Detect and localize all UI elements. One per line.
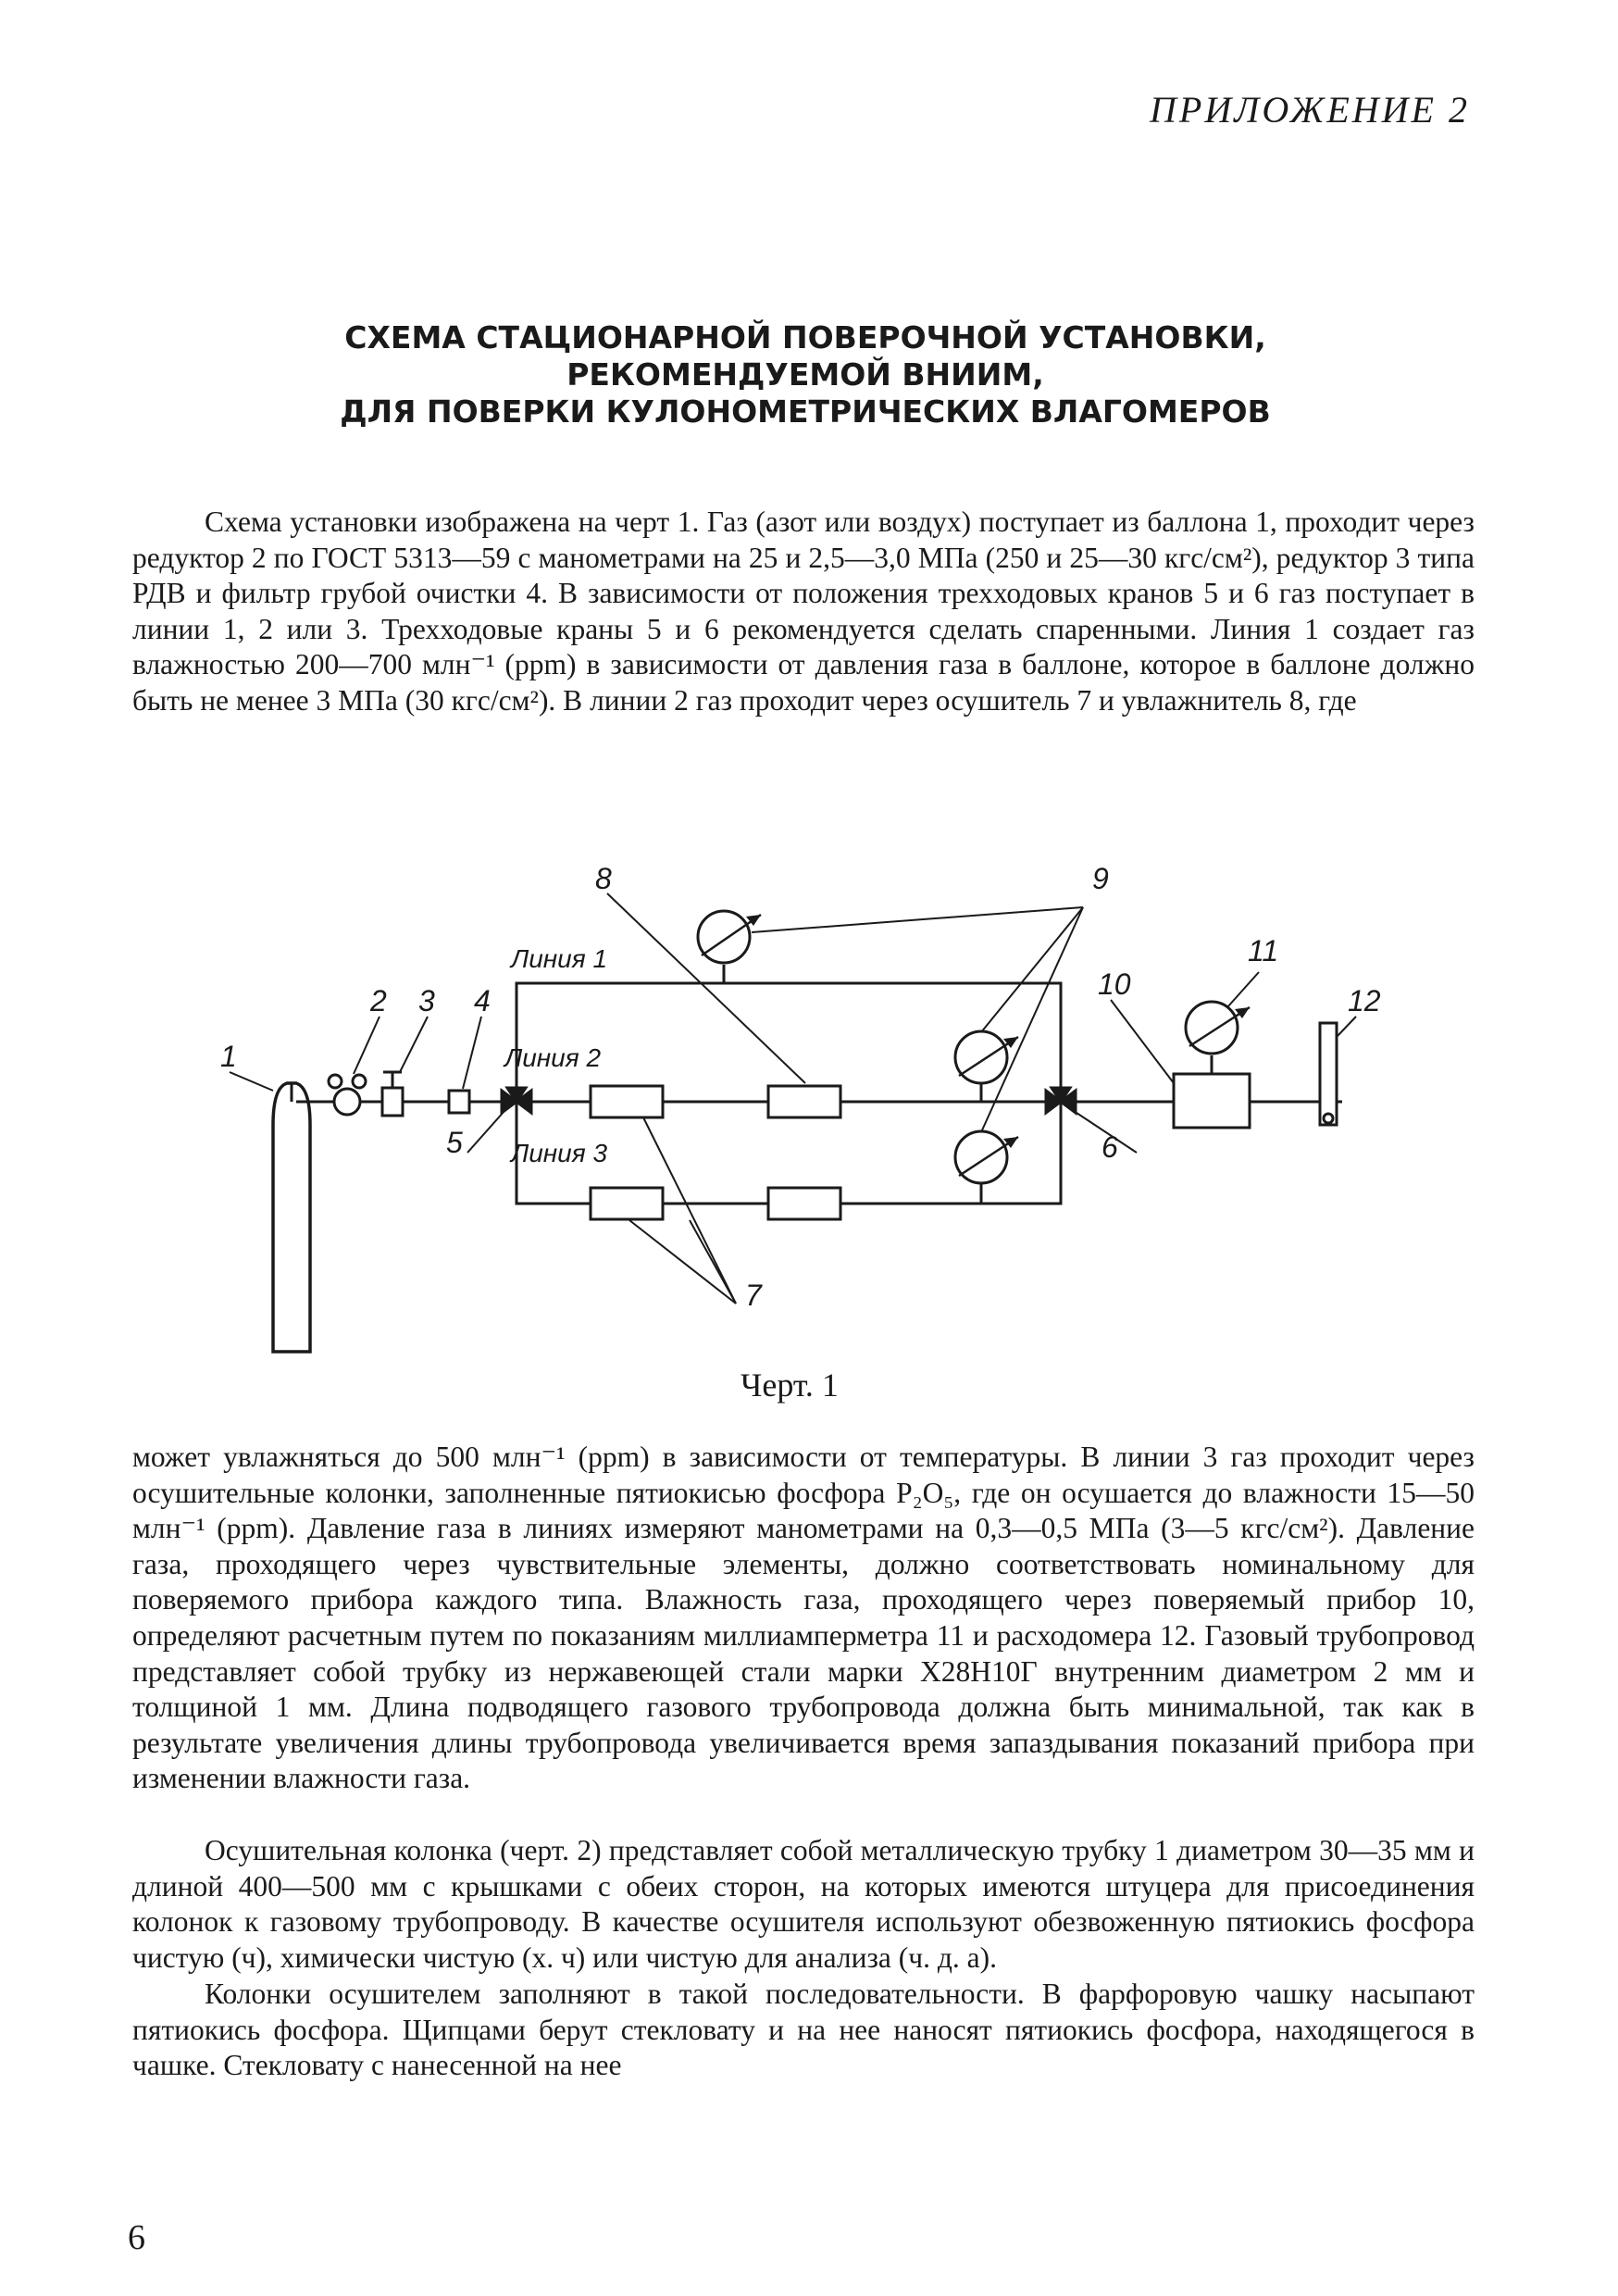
- device-under-test-10: [1174, 1074, 1250, 1128]
- label-7: 7: [745, 1279, 762, 1312]
- label-8: 8: [595, 862, 612, 895]
- flowmeter-12: [1320, 1023, 1337, 1125]
- label-6: 6: [1101, 1130, 1118, 1164]
- milliammeter-11: [1186, 1002, 1238, 1054]
- title-line-3: ДЛЯ ПОВЕРКИ КУЛОНОМЕТРИЧЕСКИХ ВЛАГОМЕРОВ: [340, 393, 1271, 430]
- label-line-2: Линия 2: [504, 1043, 602, 1072]
- humidifier-8: [768, 1086, 840, 1117]
- label-4: 4: [474, 984, 491, 1017]
- figure-caption: Черт. 1: [741, 1366, 839, 1404]
- label-10: 10: [1098, 967, 1131, 1001]
- label-line-3: Линия 3: [511, 1139, 608, 1167]
- dryer-column-a: [591, 1188, 663, 1219]
- paragraph-continuation: может увлажняться до 500 млн⁻¹ (ppm) в зависимости от температуры. В линии 3 газ проходит через осушительные колонки, заполненные пятиокисью фосфора P₂O₅, где он осушается до влажности 15—50 млн⁻¹ (ppm). Давление газа в линиях измеряют манометрами на 0,3—0,5 МПа (3—5 кгс/см²). Давление газа, проходящего через чувствительные элементы, должно соответствовать номинальному для поверяемого прибора каждого типа. Влажность газа, проходящего через поверяемый прибор 10, определяют расчетным путем по показаниям миллиамперметра 11 и расходомера 12. Газовый трубопровод представляет собой трубку из нержавеющей стали марки Х28Н10Г внутренним диаметром 2 мм и толщиной 1 мм. Длина подводящего газового трубопровода должна быть минимальной, так как в результате увеличения длины трубопровода увеличивается время запаздывания показаний прибора при изменении влажности газа.: [132, 1441, 1475, 1795]
- manometer-line1: [698, 911, 750, 963]
- dryer-7-line2: [591, 1086, 663, 1117]
- page-number: 6: [128, 2218, 145, 2257]
- label-line-1: Линия 1: [511, 944, 608, 973]
- title-line-1: СХЕМА СТАЦИОНАРНОЙ ПОВЕРОЧНОЙ УСТАНОВКИ,: [344, 319, 1266, 356]
- label-11: 11: [1248, 934, 1279, 967]
- label-3: 3: [418, 984, 435, 1017]
- label-1: 1: [220, 1040, 237, 1073]
- appendix-label: ПРИЛОЖЕНИЕ 2: [1150, 89, 1470, 131]
- manometer-line2: [955, 1031, 1007, 1083]
- dryer-column-b: [768, 1188, 840, 1219]
- label-2: 2: [370, 984, 387, 1017]
- filter-4: [449, 1091, 469, 1113]
- label-9: 9: [1092, 862, 1109, 895]
- label-12: 12: [1348, 984, 1381, 1017]
- manometer-line3: [955, 1131, 1007, 1183]
- paragraph-filling-procedure: Колонки осушителем заполняют в такой последовательности. В фарфоровую чашку насыпают пятиокись фосфора. Щипцами берут стекловату и на нее наносят пятиокись фосфора, находящегося в чашке. Стекловату с нанесенной на нее: [132, 1978, 1475, 2082]
- label-5: 5: [446, 1126, 463, 1159]
- paragraph-drying-column: Осушительная колонка (черт. 2) представляет собой металлическую трубку 1 диаметром 30—35 мм и длиной 400—500 мм с крышками с обеих сторон, на которых имеются штуцера для присоединения колонок к газовому трубопроводу. В качестве осушителя используют обезвоженную пятиокись фосфора чистую (ч), химически чистую (х. ч) или чистую для анализа (ч. д. а).: [132, 1834, 1475, 1974]
- reducer-2: [334, 1089, 360, 1115]
- gas-cylinder: [273, 1083, 310, 1352]
- paragraph-intro: Схема установки изображена на черт 1. Газ (азот или воздух) поступает из баллона 1, проходит через редуктор 2 по ГОСТ 5313—59 с манометрами на 25 и 2,5—3,0 МПа (250 и 25—30 кгс/см²), редуктор 3 типа РДВ и фильтр грубой очистки 4. В зависимости от положения трехходовых кранов 5 и 6 газ поступает в линии 1, 2 или 3. Трехходовые краны 5 и 6 рекомендуется сделать спаренными. Линия 1 создает газ влажностью 200—700 млн⁻¹ (ppm) в зависимости от давления газа в баллоне, которое в баллоне должно быть не менее 3 МПа (30 кгс/см²). В линии 2 газ проходит через осушитель 7 и увлажнитель 8, где: [132, 505, 1475, 717]
- reducer-3: [382, 1088, 403, 1116]
- title-line-2: РЕКОМЕНДУЕМОЙ ВНИИМ,: [566, 356, 1044, 393]
